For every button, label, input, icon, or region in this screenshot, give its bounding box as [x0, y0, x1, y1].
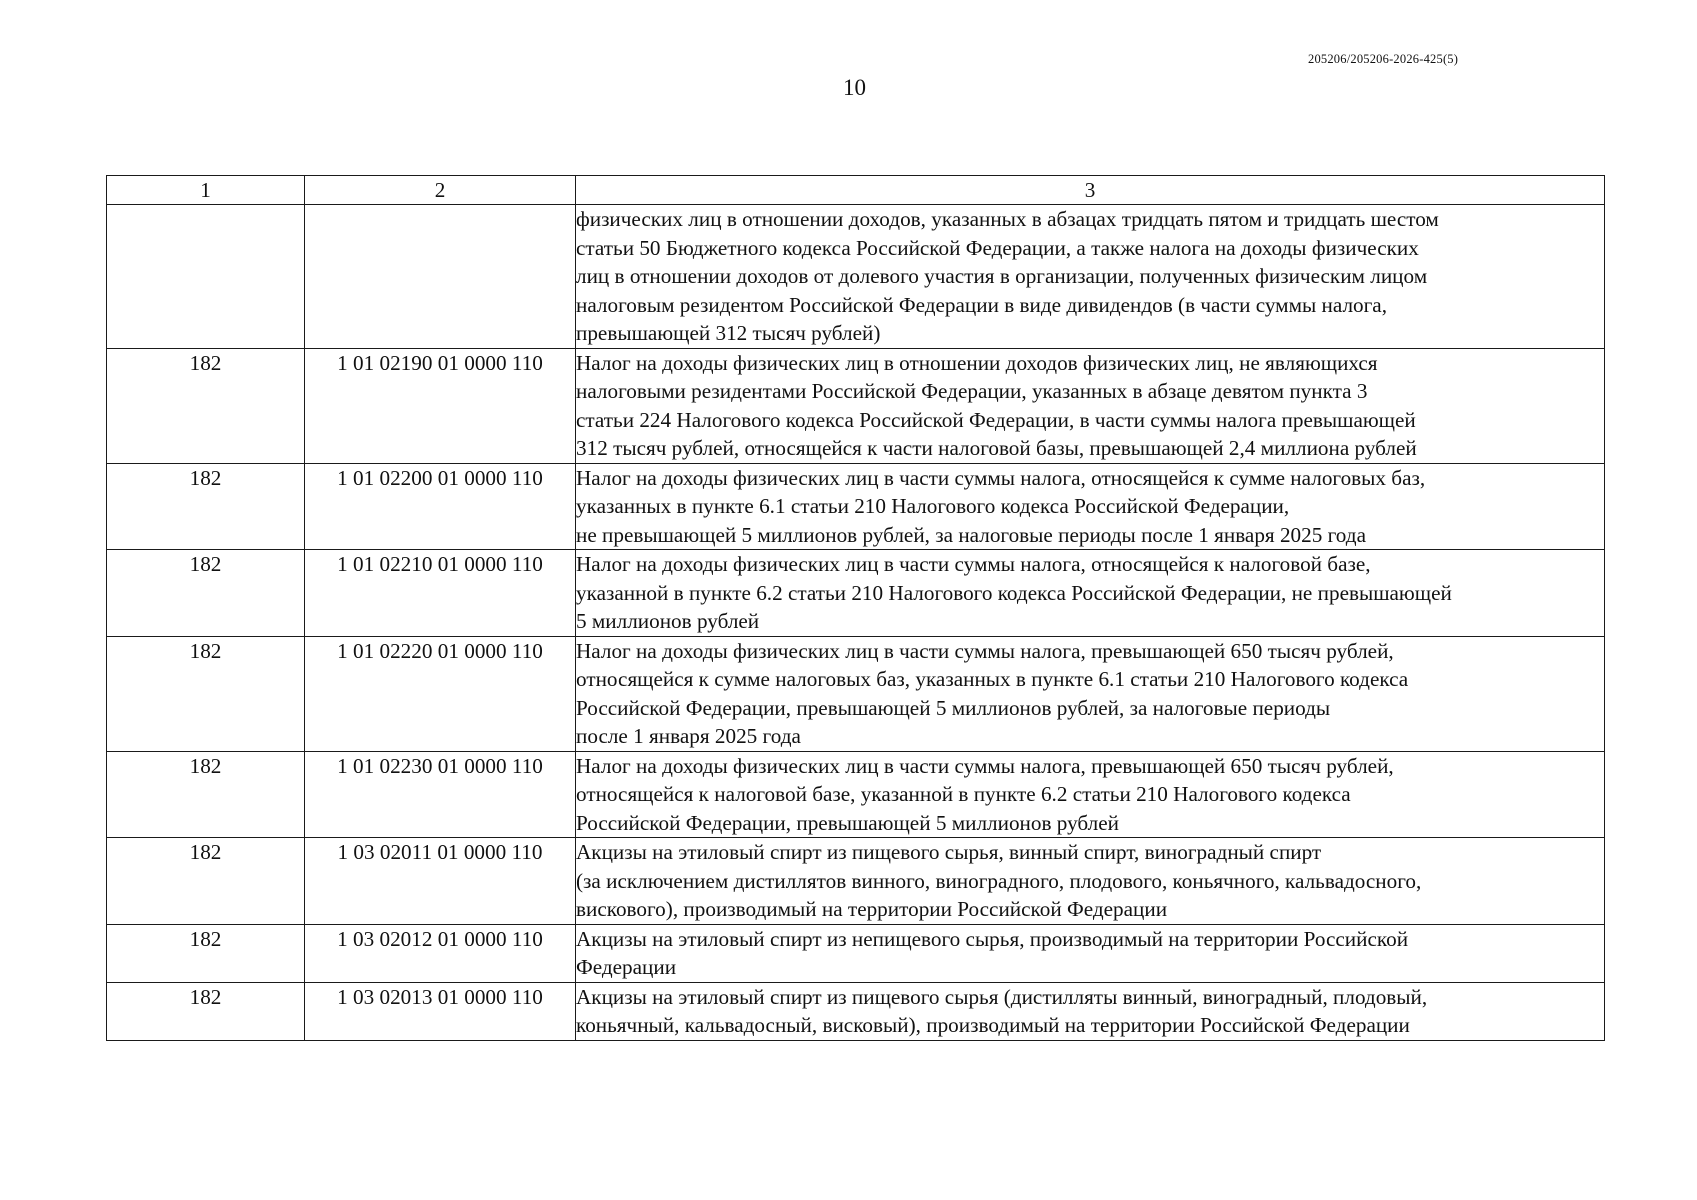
description-line: 5 миллионов рублей: [576, 609, 760, 633]
kbk-code-cell: 1 03 02012 01 0000 110: [305, 924, 576, 982]
description-line: Налог на доходы физических лиц в части суммы налога, превышающей 650 тысяч рублей,: [576, 638, 1394, 663]
document-id: 205206/205206-2026-425(5): [1308, 52, 1459, 66]
admin-code-cell: 182: [107, 924, 305, 982]
kbk-code-cell: 1 01 02210 01 0000 110: [305, 550, 576, 637]
description-line: относящейся к сумме налоговых баз, указанных в пункте 6.1 статьи 210 Налогового кодекса: [576, 667, 1409, 691]
description-line: указанных в пункте 6.1 статьи 210 Налогового кодекса Российской Федерации,: [576, 494, 1290, 518]
description-line: Налог на доходы физических лиц в отношении доходов физических лиц, не являющихся: [576, 350, 1378, 375]
table-row: [107, 348, 1605, 463]
description-cell: [576, 924, 1605, 982]
page-number: 10: [843, 75, 866, 100]
description-line: не превышающей 5 миллионов рублей, за налоговые периоды после 1 января 2025 года: [576, 522, 1366, 547]
admin-code-cell: 182: [107, 550, 305, 637]
description-line: налоговыми резидентами Российской Федерации, указанных в абзаце девятом пункта 3: [576, 379, 1368, 403]
description-cell: [576, 348, 1605, 463]
table-header-row: [107, 176, 1605, 205]
kbk-code-cell: 1 03 02013 01 0000 110: [305, 982, 576, 1040]
column-header-2: 2: [305, 176, 576, 205]
description-line: превышающей 312 тысяч рублей): [576, 321, 881, 345]
table-row: [107, 838, 1605, 925]
description-cell: [576, 550, 1605, 637]
kbk-code-cell: 1 01 02220 01 0000 110: [305, 636, 576, 751]
description-line: Акцизы на этиловый спирт из пищевого сырья, винный спирт, виноградный спирт: [576, 840, 1322, 864]
table-row: [107, 751, 1605, 838]
description-line: 312 тысяч рублей, относящейся к части налоговой базы, превышающей 2,4 миллиона рублей: [576, 436, 1417, 460]
description-line: Российской Федерации, превышающей 5 миллионов рублей, за налоговые периоды: [576, 695, 1331, 720]
column-header-3: 3: [576, 176, 1605, 205]
admin-code-cell: [107, 205, 305, 349]
admin-code-cell: 182: [107, 348, 305, 463]
description-line: Налог на доходы физических лиц в части суммы налога, относящейся к сумме налоговых баз,: [576, 465, 1426, 490]
table-body: [107, 205, 1605, 1041]
description-cell: [576, 205, 1605, 349]
description-line: Федерации: [576, 955, 677, 979]
admin-code-cell: 182: [107, 982, 305, 1040]
description-cell: [576, 982, 1605, 1040]
description-line: после 1 января 2025 года: [576, 724, 801, 748]
admin-code-cell: 182: [107, 636, 305, 751]
table-row: [107, 982, 1605, 1040]
admin-code-cell: 182: [107, 838, 305, 925]
kbk-code-cell: [305, 205, 576, 349]
table-row: [107, 205, 1605, 349]
description-line: вискового), производимый на территории Российской Федерации: [576, 897, 1168, 921]
table-row: [107, 463, 1605, 550]
description-cell: [576, 463, 1605, 550]
description-cell: [576, 751, 1605, 838]
description-cell: [576, 636, 1605, 751]
description-line: физических лиц в отношении доходов, указанных в абзацах тридцать пятом и тридцать шестом: [576, 207, 1439, 231]
budget-classification-table: [106, 175, 1605, 1041]
admin-code-cell: 182: [107, 463, 305, 550]
description-line: лиц в отношении доходов от долевого участия в организации, полученных физическим лицом: [576, 264, 1428, 288]
kbk-code-cell: 1 01 02190 01 0000 110: [305, 348, 576, 463]
table-row: [107, 550, 1605, 637]
description-line: Российской Федерации, превышающей 5 миллионов рублей: [576, 810, 1119, 835]
table-row: [107, 636, 1605, 751]
description-line: коньячный, кальвадосный, висковый), производимый на территории Российской Федерации: [576, 1013, 1410, 1037]
description-line: (за исключением дистиллятов винного, виноградного, плодового, коньячного, кальвадосного,: [576, 868, 1422, 893]
column-header-1: 1: [107, 176, 305, 205]
description-line: статьи 50 Бюджетного кодекса Российской Федерации, а также налога на доходы физических: [576, 235, 1419, 260]
kbk-code-cell: 1 01 02230 01 0000 110: [305, 751, 576, 838]
kbk-code-cell: 1 03 02011 01 0000 110: [305, 838, 576, 925]
description-line: Акцизы на этиловый спирт из непищевого сырья, производимый на территории Российской: [576, 926, 1409, 951]
description-line: Налог на доходы физических лиц в части суммы налога, относящейся к налоговой базе,: [576, 552, 1371, 576]
description-line: статьи 224 Налогового кодекса Российской Федерации, в части суммы налога превышающей: [576, 407, 1416, 432]
description-cell: [576, 838, 1605, 925]
table-row: [107, 924, 1605, 982]
kbk-code-cell: 1 01 02200 01 0000 110: [305, 463, 576, 550]
description-line: налоговым резидентом Российской Федерации в виде дивидендов (в части суммы налога,: [576, 292, 1387, 317]
description-line: относящейся к налоговой базе, указанной в пункте 6.2 статьи 210 Налогового кодекса: [576, 782, 1351, 806]
description-line: Акцизы на этиловый спирт из пищевого сырья (дистилляты винный, виноградный, плодовый,: [576, 984, 1428, 1009]
description-line: указанной в пункте 6.2 статьи 210 Налогового кодекса Российской Федерации, не превышающей: [576, 580, 1452, 605]
description-line: Налог на доходы физических лиц в части суммы налога, превышающей 650 тысяч рублей,: [576, 753, 1394, 778]
admin-code-cell: 182: [107, 751, 305, 838]
